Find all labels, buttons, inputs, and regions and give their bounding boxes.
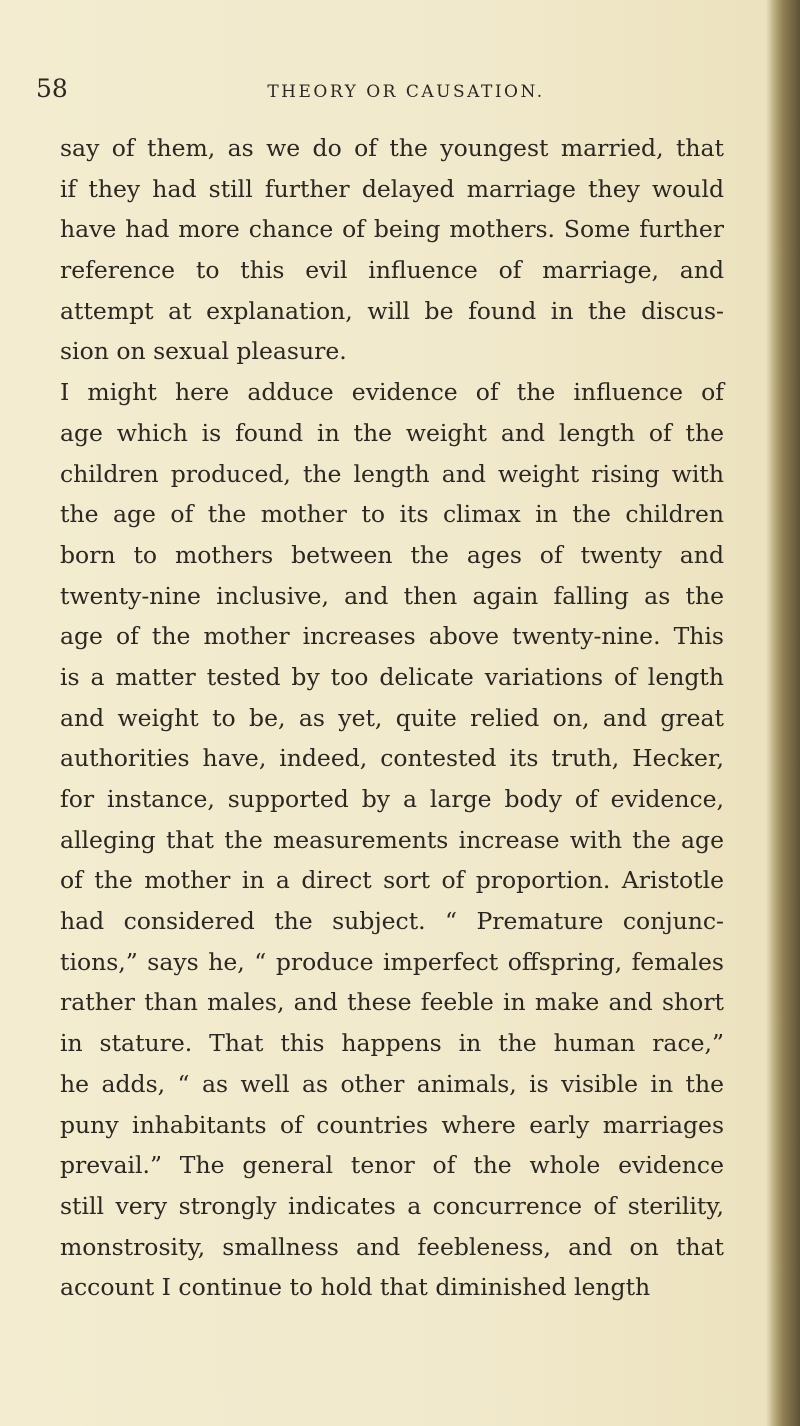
text-line: puny inhabitants of countries where early marriages (60, 1110, 724, 1139)
page-header (36, 74, 736, 114)
text-line: reference to this evil influence of marriage, and (60, 256, 724, 285)
text-line: twenty-nine inclusive, and then again falling as the (60, 581, 724, 610)
text-line: born to mothers between the ages of twenty and (60, 540, 724, 569)
text-line: is a matter tested by too delicate variations of length (60, 662, 724, 691)
page-edge (772, 0, 800, 1426)
text-line: age which is found in the weight and length of the (60, 418, 724, 447)
text-line: alleging that the measurements increase with the age (60, 825, 724, 854)
text-line: monstrosity, smallness and feebleness, and on that (60, 1232, 724, 1261)
text-line: had considered the subject. “ Premature conjunc- (60, 907, 724, 936)
text-line: prevail.” The general tenor of the whole evidence (60, 1151, 724, 1180)
text-line: attempt at explanation, will be found in the discus- (60, 296, 724, 325)
text-line: and weight to be, as yet, quite relied on, and great (60, 703, 724, 732)
text-line: say of them, as we do of the youngest married, that (60, 134, 724, 162)
text-line: still very strongly indicates a concurrence of sterility, (60, 1191, 724, 1220)
text-line: he adds, “ as well as other animals, is visible in the (60, 1069, 724, 1098)
text-line: for instance, supported by a large body of evidence, (60, 785, 724, 813)
text-line: have had more chance of being mothers. Some further (60, 215, 724, 244)
text-line: account I continue to hold that diminished length (60, 1273, 651, 1302)
page-number: 58 (36, 74, 68, 103)
text-line: sion on sexual pleasure. (60, 337, 347, 366)
text-line: of the mother in a direct sort of proportion. Aristotle (60, 866, 724, 895)
text-line: age of the mother increases above twenty-nine. This (60, 622, 724, 651)
text-line: if they had still further delayed marriage they would (60, 174, 724, 203)
text-line: I might here adduce evidence of the influence of (60, 378, 724, 407)
text-line: tions,” says he, “ produce imperfect offspring, females (60, 947, 724, 976)
body-text (60, 128, 724, 1308)
text-line: children produced, the length and weight rising with (60, 459, 724, 488)
text-line: the age of the mother to its climax in the children (60, 500, 724, 529)
text-line: authorities have, indeed, contested its truth, Hecker, (60, 744, 724, 773)
running-head: THEORY OR CAUSATION. (267, 82, 545, 102)
text-line: rather than males, and these feeble in make and short (60, 988, 724, 1017)
text-line: in stature. That this happens in the human race,” (60, 1029, 724, 1058)
